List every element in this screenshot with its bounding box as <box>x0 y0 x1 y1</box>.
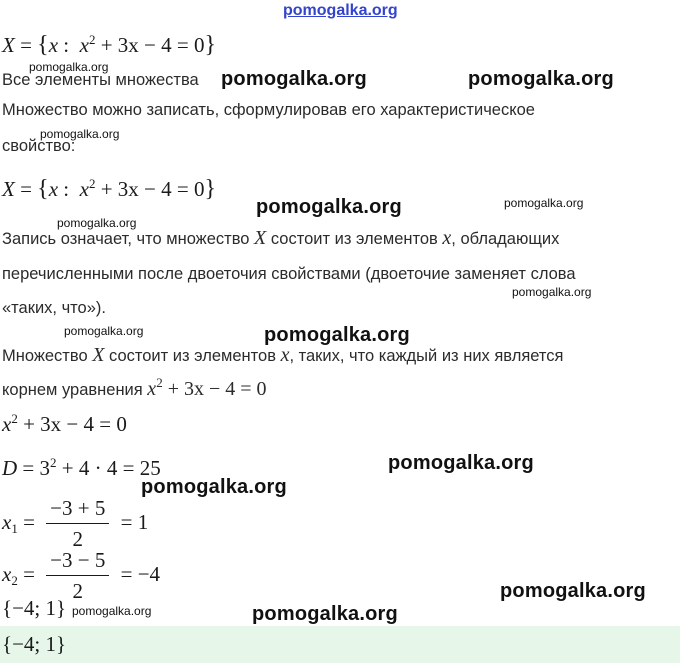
set-definition-2: X = {x : $x^2 + 3x - 4 = 0$} <box>2 176 217 202</box>
set-symbol: X <box>2 33 15 57</box>
roots-set: {−4; 1} <box>2 596 67 620</box>
watermark-big: pomogalka.org <box>264 324 410 346</box>
record-text-1: Запись означает, что множество X состоит из элементов x, обладающих <box>2 227 560 249</box>
answer-box <box>0 626 680 663</box>
watermark-small: pomogalka.org <box>40 127 120 141</box>
fraction: $\frac{-3 + 5}{2}$ <box>46 496 109 552</box>
watermark-big: pomogalka.org <box>221 68 367 90</box>
watermark-small: pomogalka.org <box>64 324 144 338</box>
set-text-2: корнем уравнения $x^2 + 3x - 4 = 0$ <box>2 375 267 400</box>
watermark-big: pomogalka.org <box>500 580 646 602</box>
equation: $x^2 + 3x - 4 = 0$ <box>2 411 127 436</box>
elements-text: Все элементы множества <box>2 71 199 89</box>
characteristic-text-1: Множество можно записать, сформулировав его характеристическое <box>2 101 535 119</box>
watermark-top: pomogalka.org <box>283 2 398 19</box>
root-x2: $x_2$ = $\frac{-3 - 5}{2}$ = −4 <box>2 548 161 603</box>
watermark-small: pomogalka.org <box>72 604 152 618</box>
root-x1: $x_1$ = $\frac{-3 + 5}{2}$ = 1 <box>2 496 149 551</box>
fraction: $\frac{-3 - 5}{2}$ <box>46 548 109 604</box>
watermark-big: pomogalka.org <box>256 196 402 218</box>
watermark-small: pomogalka.org <box>29 60 109 74</box>
answer-value: {−4; 1} <box>2 632 67 656</box>
watermark-small: pomogalka.org <box>504 196 584 210</box>
discriminant: $D = 3^2 + 4 \cdot 4 = 25$ <box>2 455 161 480</box>
watermark-big: pomogalka.org <box>388 452 534 474</box>
watermark-big: pomogalka.org <box>252 603 398 625</box>
watermark-big: pomogalka.org <box>141 476 287 498</box>
set-text-1: Множество X состоит из элементов x, таких, что каждый из них является <box>2 344 564 366</box>
watermark-small: pomogalka.org <box>57 216 137 230</box>
set-variable: x <box>48 33 59 57</box>
record-text-2: перечисленными после двоеточия свойствами (двоеточие заменяет слова <box>2 265 576 283</box>
characteristic-text-2: свойство: <box>2 137 76 155</box>
watermark-big: pomogalka.org <box>468 68 614 90</box>
watermark-small: pomogalka.org <box>512 285 592 299</box>
set-definition-1: X = {x : $x^2 + 3x - 4 = 0$} <box>2 32 217 58</box>
record-text-3: «таких, что»). <box>2 299 106 317</box>
